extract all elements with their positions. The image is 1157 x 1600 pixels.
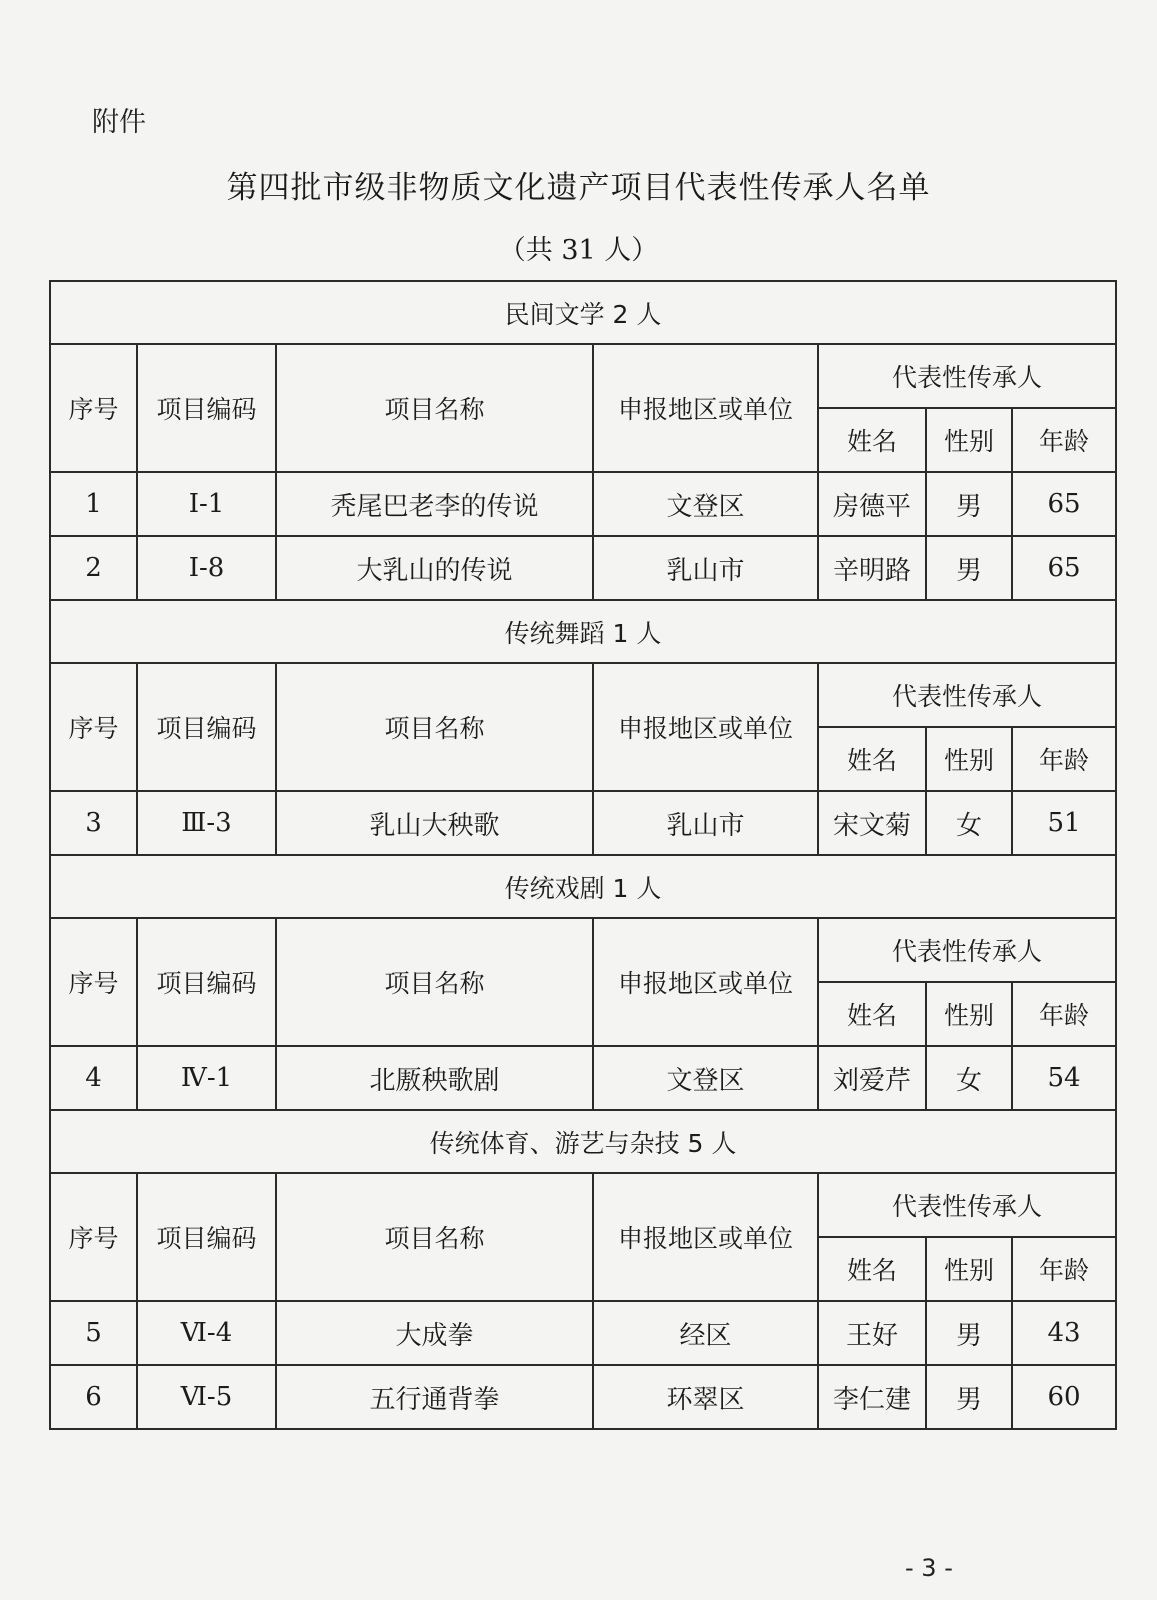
- cell-age: 65: [1012, 472, 1116, 536]
- column-header-region: 申报地区或单位: [593, 1173, 818, 1301]
- page-number: - 3 -: [905, 1554, 953, 1582]
- cell-name: 宋文菊: [818, 791, 926, 855]
- column-header-inheritor: 代表性传承人: [818, 918, 1116, 982]
- cell-region: 乳山市: [593, 791, 818, 855]
- cell-name: 房德平: [818, 472, 926, 536]
- cell-gender: 女: [926, 791, 1012, 855]
- column-header-region: 申报地区或单位: [593, 344, 818, 472]
- cell-name: 辛明路: [818, 536, 926, 600]
- inheritor-table: [49, 280, 1117, 1430]
- cell-name: 刘爱芹: [818, 1046, 926, 1110]
- cell-age: 60: [1012, 1365, 1116, 1429]
- document-subtitle: （共 31 人）: [498, 235, 659, 266]
- column-header-age: 年龄: [1012, 727, 1116, 791]
- cell-index: 4: [50, 1046, 137, 1110]
- cell-name: 王好: [818, 1301, 926, 1365]
- section-heading-row: [50, 855, 1116, 918]
- column-header-inheritor: 代表性传承人: [818, 663, 1116, 727]
- column-header-project: 项目名称: [276, 344, 593, 472]
- document-title: 第四批市级非物质文化遗产项目代表性传承人名单: [226, 170, 931, 206]
- table-row: [50, 1301, 1116, 1365]
- section-title: 传统戏剧 1 人: [50, 855, 1116, 918]
- cell-index: 5: [50, 1301, 137, 1365]
- column-header-index: 序号: [50, 663, 137, 791]
- column-header-code: 项目编码: [137, 663, 276, 791]
- section-heading-row: [50, 600, 1116, 663]
- column-header-name: 姓名: [818, 982, 926, 1046]
- column-header-index: 序号: [50, 918, 137, 1046]
- column-header-inheritor: 代表性传承人: [818, 1173, 1116, 1237]
- cell-index: 6: [50, 1365, 137, 1429]
- cell-age: 65: [1012, 536, 1116, 600]
- section-heading-row: [50, 1110, 1116, 1173]
- cell-age: 51: [1012, 791, 1116, 855]
- cell-gender: 女: [926, 1046, 1012, 1110]
- table-row: [50, 1365, 1116, 1429]
- cell-region: 经区: [593, 1301, 818, 1365]
- column-header-row: [50, 344, 1116, 408]
- table-row: [50, 536, 1116, 600]
- column-header-gender: 性别: [926, 1237, 1012, 1301]
- cell-code: Ⅵ-5: [137, 1365, 276, 1429]
- cell-code: Ⅵ-4: [137, 1301, 276, 1365]
- column-header-region: 申报地区或单位: [593, 918, 818, 1046]
- section-title: 民间文学 2 人: [50, 281, 1116, 344]
- column-header-project: 项目名称: [276, 918, 593, 1046]
- column-header-gender: 性别: [926, 727, 1012, 791]
- column-header-index: 序号: [50, 1173, 137, 1301]
- table-row: [50, 472, 1116, 536]
- section-title: 传统舞蹈 1 人: [50, 600, 1116, 663]
- column-header-gender: 性别: [926, 408, 1012, 472]
- cell-region: 文登区: [593, 1046, 818, 1110]
- attachment-label: 附件: [92, 107, 146, 138]
- cell-project: 秃尾巴老李的传说: [276, 472, 593, 536]
- cell-gender: 男: [926, 536, 1012, 600]
- section-heading-row: [50, 281, 1116, 344]
- column-header-project: 项目名称: [276, 1173, 593, 1301]
- cell-index: 1: [50, 472, 137, 536]
- column-header-code: 项目编码: [137, 918, 276, 1046]
- cell-region: 乳山市: [593, 536, 818, 600]
- column-header-region: 申报地区或单位: [593, 663, 818, 791]
- cell-code: Ⅰ-8: [137, 536, 276, 600]
- column-header-project: 项目名称: [276, 663, 593, 791]
- column-header-code: 项目编码: [137, 1173, 276, 1301]
- column-header-name: 姓名: [818, 727, 926, 791]
- inheritor-table-body: [50, 281, 1116, 1429]
- cell-gender: 男: [926, 472, 1012, 536]
- cell-project: 大成拳: [276, 1301, 593, 1365]
- cell-gender: 男: [926, 1301, 1012, 1365]
- column-header-age: 年龄: [1012, 1237, 1116, 1301]
- column-header-name: 姓名: [818, 1237, 926, 1301]
- cell-region: 文登区: [593, 472, 818, 536]
- cell-region: 环翠区: [593, 1365, 818, 1429]
- cell-code: Ⅰ-1: [137, 472, 276, 536]
- cell-project: 北厫秧歌剧: [276, 1046, 593, 1110]
- column-header-name: 姓名: [818, 408, 926, 472]
- cell-age: 43: [1012, 1301, 1116, 1365]
- column-header-row: [50, 663, 1116, 727]
- column-header-code: 项目编码: [137, 344, 276, 472]
- cell-index: 2: [50, 536, 137, 600]
- cell-name: 李仁建: [818, 1365, 926, 1429]
- column-header-gender: 性别: [926, 982, 1012, 1046]
- column-header-index: 序号: [50, 344, 137, 472]
- cell-code: Ⅳ-1: [137, 1046, 276, 1110]
- column-header-row: [50, 918, 1116, 982]
- cell-gender: 男: [926, 1365, 1012, 1429]
- cell-age: 54: [1012, 1046, 1116, 1110]
- table-row: [50, 791, 1116, 855]
- column-header-age: 年龄: [1012, 408, 1116, 472]
- column-header-row: [50, 1173, 1116, 1237]
- column-header-age: 年龄: [1012, 982, 1116, 1046]
- section-title: 传统体育、游艺与杂技 5 人: [50, 1110, 1116, 1173]
- cell-project: 大乳山的传说: [276, 536, 593, 600]
- table-row: [50, 1046, 1116, 1110]
- cell-project: 乳山大秧歌: [276, 791, 593, 855]
- cell-code: Ⅲ-3: [137, 791, 276, 855]
- cell-project: 五行通背拳: [276, 1365, 593, 1429]
- cell-index: 3: [50, 791, 137, 855]
- column-header-inheritor: 代表性传承人: [818, 344, 1116, 408]
